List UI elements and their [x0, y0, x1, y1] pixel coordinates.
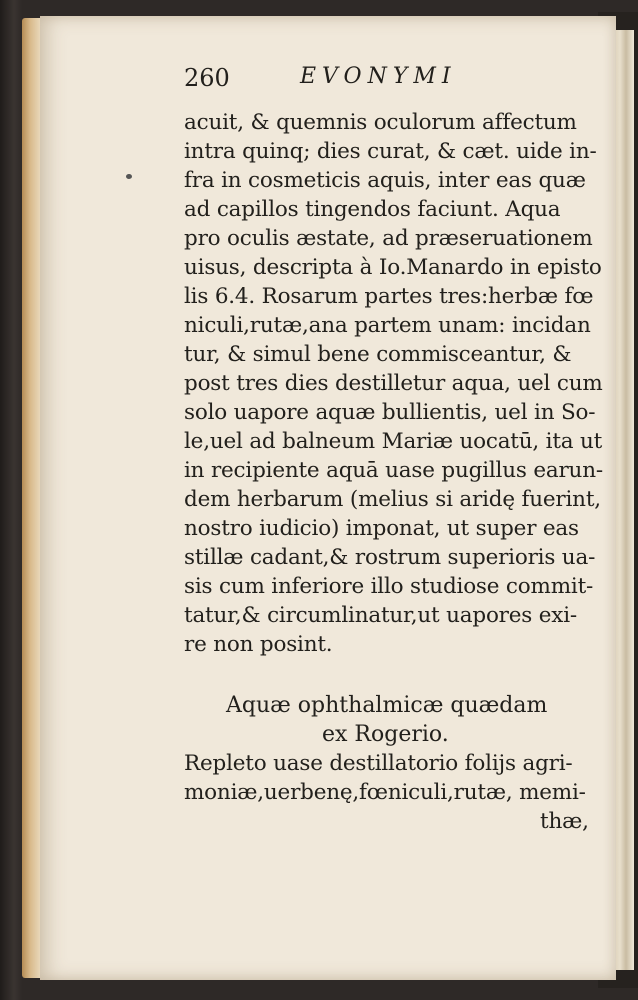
text-line: re non posint.	[184, 632, 333, 657]
margin-ink-spot	[126, 174, 132, 179]
text-line: moniæ,uerbenę,fœniculi,rutæ, memi-	[184, 780, 586, 805]
text-line: uisus, descripta à Io.Manardo in episto	[184, 255, 602, 280]
text-line: le,uel ad balneum Mariæ uocatū, ita ut	[184, 429, 603, 454]
page-text-area	[40, 16, 616, 980]
text-line: nostro iudicio) imponat, ut super eas	[184, 516, 579, 541]
text-line: acuit, & quemnis oculorum affectum	[184, 110, 577, 135]
text-line: intra quinq; dies curat, & cæt. uide in-	[184, 139, 597, 164]
text-line: sis cum inferiore illo studiose commit-	[184, 574, 594, 599]
page-number: 260	[184, 64, 230, 92]
section-heading-line-1: Aquæ ophthalmicæ quædam	[226, 693, 548, 718]
catchword: thæ,	[540, 809, 589, 834]
text-line: pro oculis æstate, ad præseruationem	[184, 226, 593, 251]
text-line: fra in cosmeticis aquis, inter eas quæ	[184, 168, 586, 193]
text-line: tur, & simul bene commisceantur, &	[184, 342, 572, 367]
text-line: Repleto uase destillatorio folijs agri-	[184, 751, 573, 776]
text-line: tatur,& circumlinatur,ut uapores exi-	[184, 603, 577, 628]
text-line: post tres dies destilletur aqua, uel cum	[184, 371, 603, 396]
page-header	[184, 64, 484, 94]
book-page	[40, 16, 616, 980]
text-line: lis 6.4. Rosarum partes tres:herbæ fœ	[184, 284, 594, 309]
text-line: dem herbarum (melius si aridę fuerint,	[184, 487, 601, 512]
running-title: EVONYMI	[300, 64, 457, 89]
text-line: ad capillos tingendos faciunt. Aqua	[184, 197, 561, 222]
text-line: niculi,rutæ,ana partem unam: incidan	[184, 313, 591, 338]
section-heading-line-2: ex Rogerio.	[322, 722, 449, 747]
text-line: solo uapore aquæ bullientis, uel in So-	[184, 400, 596, 425]
text-line: stillæ cadant,& rostrum superioris ua-	[184, 545, 596, 570]
text-line: in recipiente aquā uase pugillus earun-	[184, 458, 603, 483]
